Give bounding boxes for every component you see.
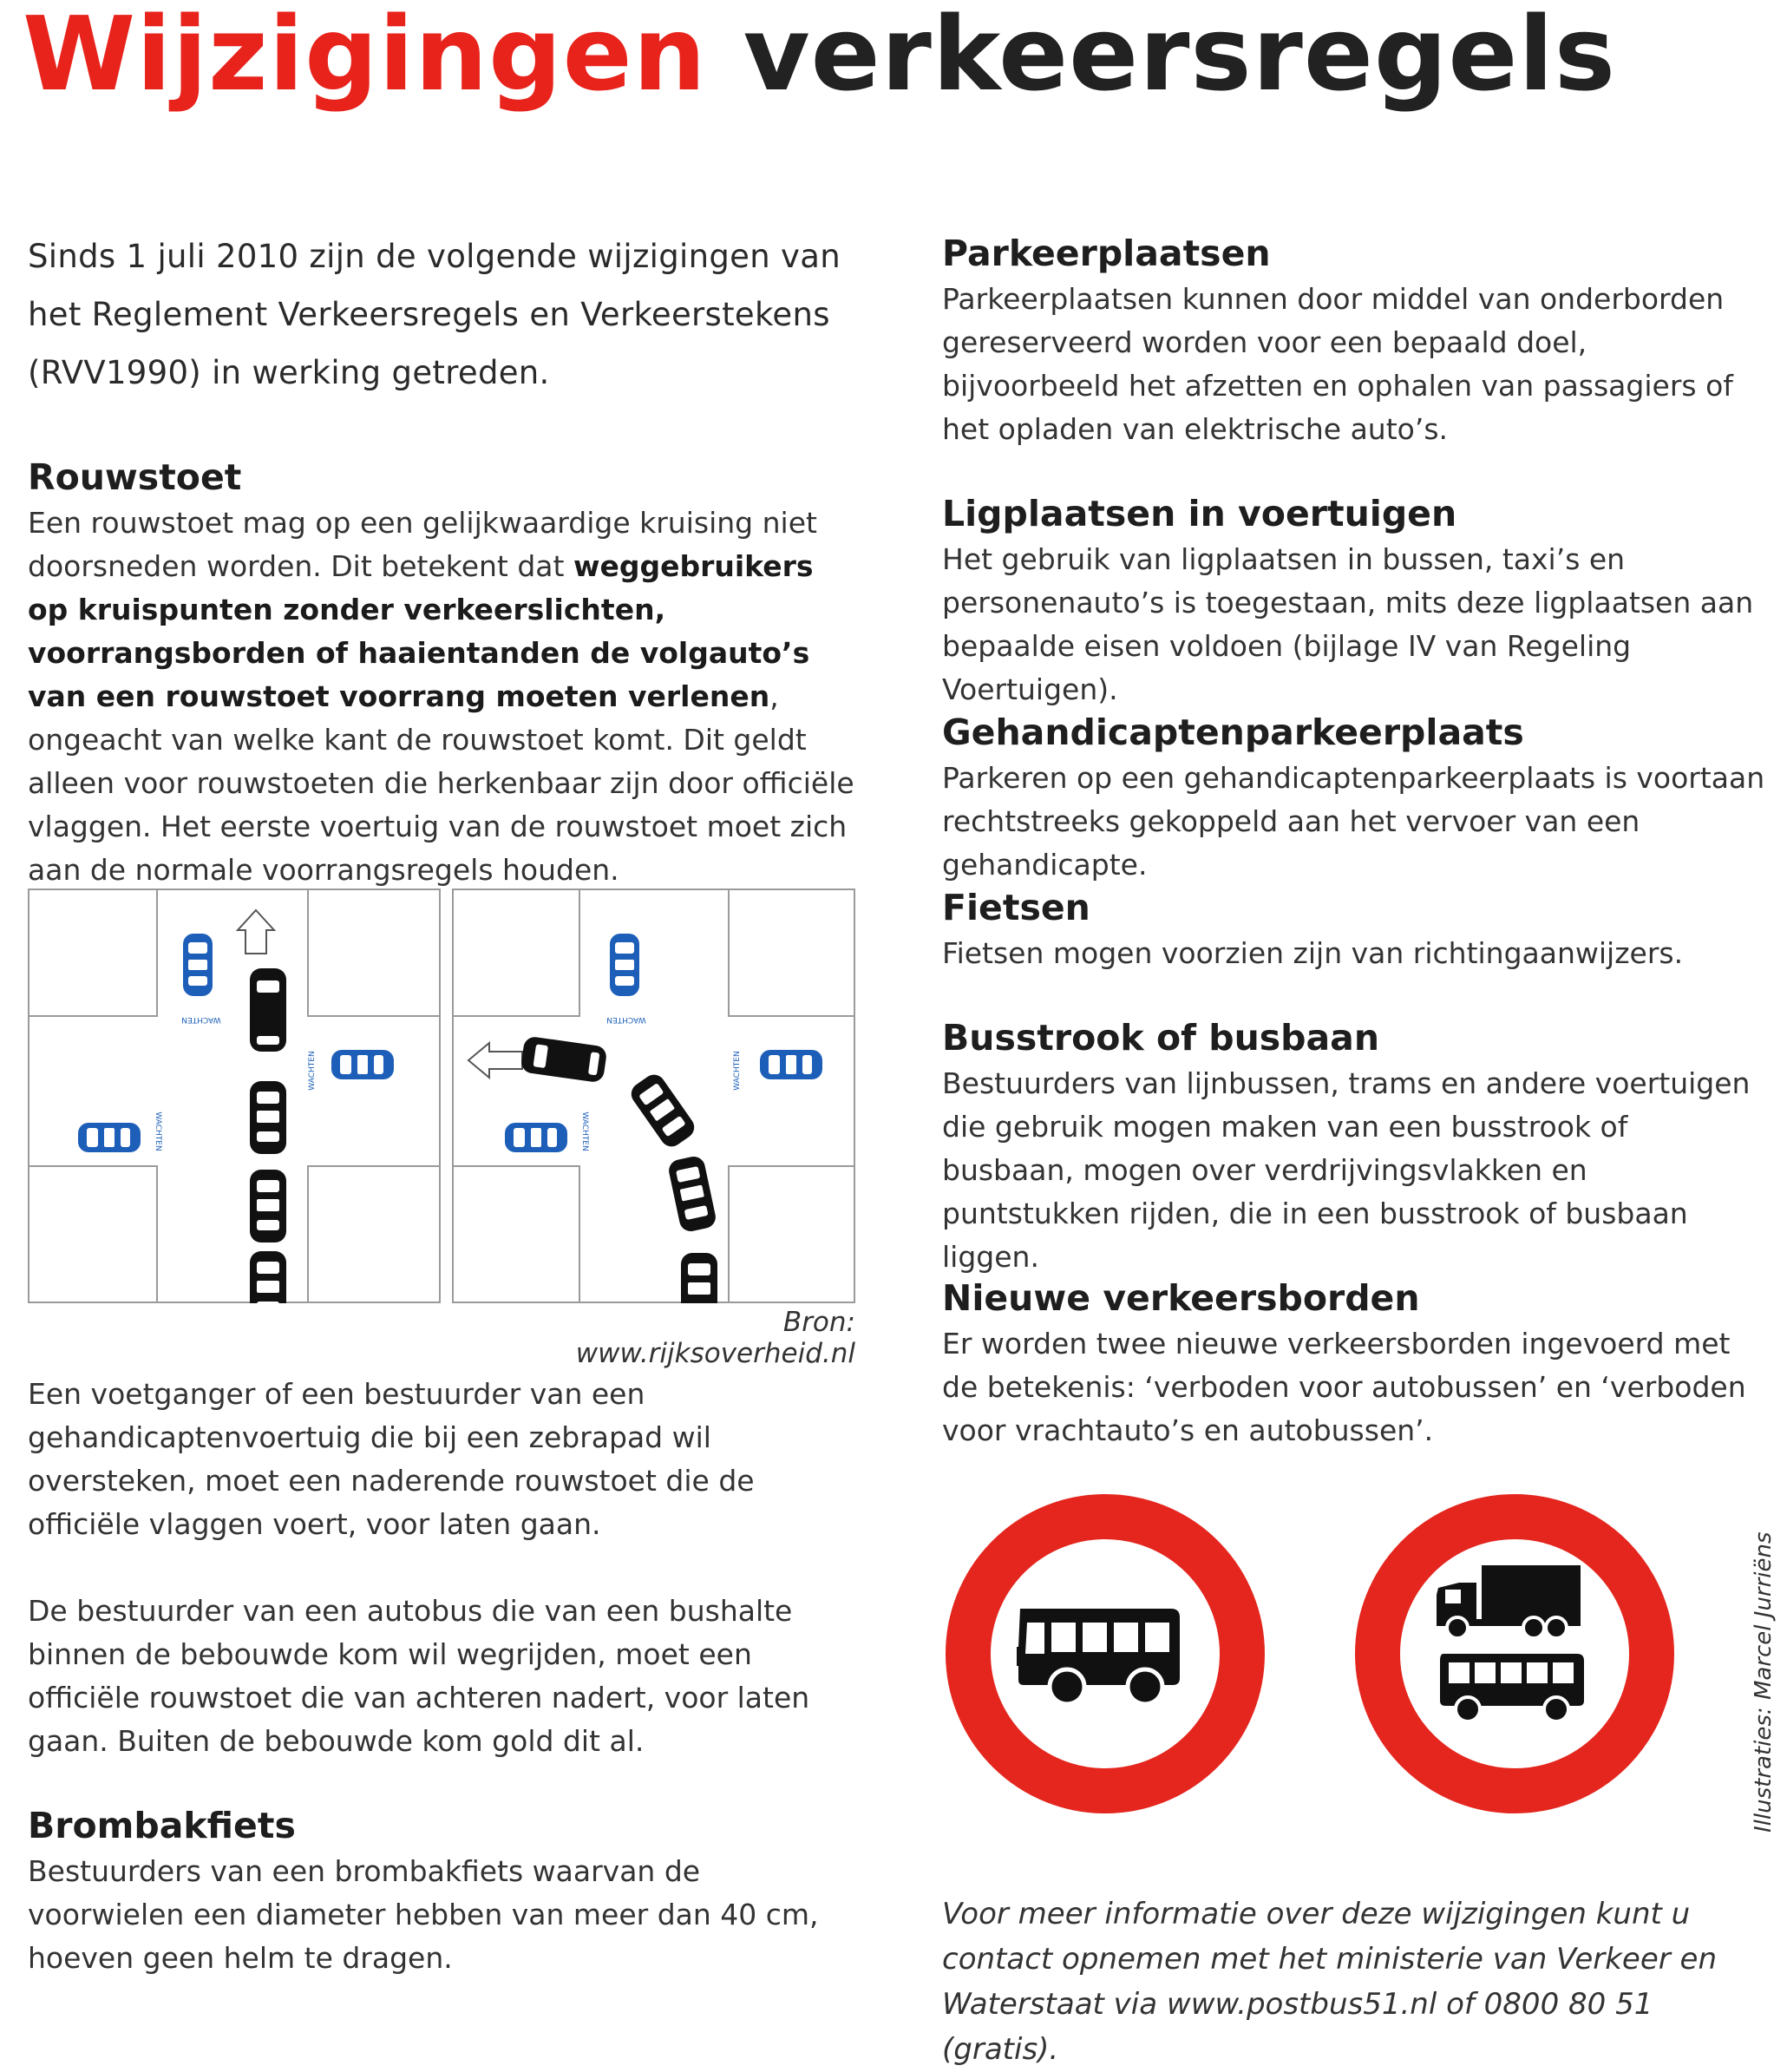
car-icon (250, 1081, 286, 1154)
intersection-diagram-svg (28, 888, 855, 1303)
section-ligplaatsen (942, 489, 1766, 711)
section-text: Er worden twee nieuwe verkeersborden ingevoerd met de betekenis: ‘verboden voor autobussen’ en ‘verboden voor vrachtauto’s en autobussen’. (942, 1327, 1746, 1447)
diagram-source: Bron: www.rijksoverheid.nl (575, 1307, 855, 1369)
wait-label: WACHTEN (580, 1111, 589, 1151)
car-icon (250, 968, 286, 1052)
car-icon (78, 1123, 141, 1152)
wait-label: WACHTEN (181, 1015, 221, 1024)
section-text: Parkeren op een gehandicaptenparkeerplaats is voortaan rechtstreeks gekoppeld aan het vervoer van een gehandicapte. (942, 761, 1765, 882)
section-text (28, 502, 861, 892)
bold-run: weggebruikers op kruispunten zonder verkeerslichten, voorrangsborden of haaientanden de volgauto’s van een rouwstoet voorrang moeten verlenen (28, 549, 814, 713)
section-heading: Fietsen (942, 887, 1090, 928)
panel-right (453, 889, 854, 1303)
wait-label: WACHTEN (308, 1051, 317, 1091)
section-heading: Parkeerplaatsen (942, 233, 1271, 274)
section-heading: Busstrook of busbaan (942, 1017, 1380, 1059)
text-run: , ongeacht van welke kant de rouwstoet komt. Dit geldt alleen voor rouwstoeten die herkenbaar zijn door officiële vlaggen. Het eerste voertuig van de rouwstoet moet zich aan de normale voorrangsregels houden. (28, 679, 854, 887)
title-red-word: Wijzigingen (23, 0, 707, 114)
illustration-credit: Illustraties: Marcel Jurriëns (1751, 1531, 1777, 1833)
text-run: Een rouwstoet mag op een gelijkwaardige kruising niet doorsneden worden. Dit betekent dat (28, 506, 817, 583)
section-text: Parkeerplaatsen kunnen door middel van onderborden gereserveerd worden voor een bepaald doel, bijvoorbeeld het afzetten en ophalen van passagiers of het opladen van elektrische auto’s. (942, 282, 1733, 446)
car-icon (183, 934, 213, 996)
section-nieuwe-verkeersborden (942, 1274, 1766, 1452)
car-icon (331, 1050, 394, 1079)
section-text: Bestuurders van een brombakfiets waarvan de voorwielen een diameter hebben van meer dan 40 cm, hoeven geen helm te dragen. (28, 1854, 819, 1975)
section-brombakfiets (28, 1801, 861, 1980)
section-gehandicaptenparkeerplaats (942, 708, 1766, 887)
section-fietsen (942, 883, 1766, 975)
paragraph-voetganger: Een voetganger of een bestuurder van een gehandicaptenvoertuig die bij een zebrapad wil oversteken, moet een naderende rouwstoet die de officiële vlaggen voert, voor laten gaan. (28, 1377, 755, 1541)
section-parkeerplaatsen (942, 229, 1766, 451)
car-icon (250, 1170, 286, 1243)
wait-label: WACHTEN (606, 1015, 646, 1024)
footnote: Voor meer informatie over deze wijzigingen kunt u contact opnemen met het ministerie van Verkeer en Waterstaat via www.postbus51.nl of 0800 80 51 (gratis). (942, 1897, 1717, 2067)
section-text: Bestuurders van lijnbussen, trams en andere voertuigen die gebruik mogen maken van een busstrook of busbaan, mogen over verdrijvingsvlakken en puntstukken rijden, die in een busstrook of busbaan liggen. (942, 1066, 1751, 1274)
section-heading: Ligplaatsen in voertuigen (942, 493, 1457, 534)
intersection-diagram (28, 888, 855, 1303)
car-icon (610, 934, 639, 996)
wait-label: WACHTEN (154, 1111, 162, 1151)
section-text: Het gebruik van ligplaatsen in bussen, taxi’s en personenauto’s is toegestaan, mits deze ligplaatsen aan bepaalde eisen voldoen (bijlage IV van Regeling Voertuigen). (942, 542, 1754, 706)
section-heading: Brombakfiets (28, 1805, 296, 1846)
page-title (23, 0, 1616, 116)
section-rouwstoet (28, 453, 861, 892)
sign-no-buses (944, 1492, 1267, 1815)
car-icon (681, 1253, 717, 1303)
intro-text: Sinds 1 juli 2010 zijn de volgende wijzigingen van het Reglement Verkeersregels en Verkeerstekens (RVV1990) in werking getreden. (28, 238, 841, 391)
section-text: Fietsen mogen voorzien zijn van richtingaanwijzers. (942, 936, 1684, 970)
section-busstrook (942, 1013, 1766, 1279)
section-heading: Rouwstoet (28, 456, 242, 498)
section-heading: Nieuwe verkeersborden (942, 1277, 1420, 1319)
wait-label: WACHTEN (733, 1051, 742, 1091)
panel-left (29, 889, 440, 1303)
car-icon (760, 1050, 822, 1079)
car-icon (250, 1251, 286, 1303)
paragraph-autobus: De bestuurder van een autobus die van een bushalte binnen de bebouwde kom wil wegrijden, moet een officiële rouwstoet die van achteren nadert, voor laten gaan. Buiten de bebouwde kom gold dit al. (28, 1594, 810, 1758)
section-heading: Gehandicaptenparkeerplaats (942, 711, 1524, 753)
title-dark-word: verkeersregels (743, 0, 1617, 114)
car-icon (505, 1123, 567, 1152)
sign-no-trucks-and-buses (1353, 1492, 1676, 1815)
